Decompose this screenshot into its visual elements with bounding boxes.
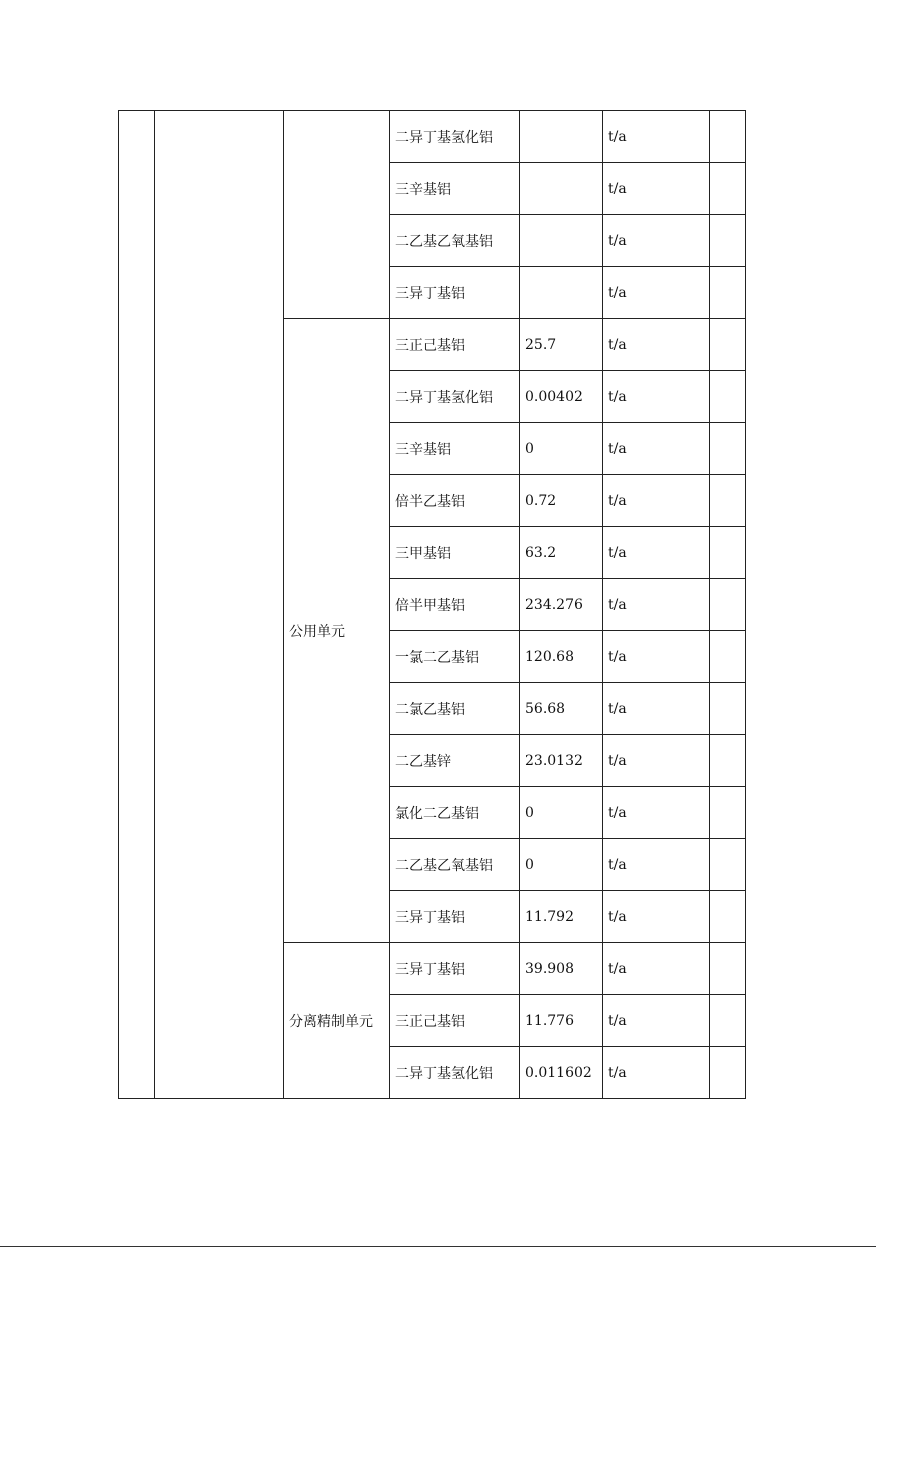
unit-of-measure-cell: t/a <box>603 527 710 579</box>
blank-col-2 <box>155 111 284 1099</box>
remarks-cell <box>710 527 746 579</box>
remarks-cell <box>710 735 746 787</box>
quantity-cell: 56.68 <box>520 683 603 735</box>
unit-of-measure-cell: t/a <box>603 1047 710 1099</box>
remarks-cell <box>710 943 746 995</box>
remarks-cell <box>710 163 746 215</box>
unit-of-measure-cell: t/a <box>603 371 710 423</box>
quantity-cell: 63.2 <box>520 527 603 579</box>
substance-name-cell: 氯化二乙基铝 <box>390 787 520 839</box>
remarks-cell <box>710 787 746 839</box>
quantity-cell: 25.7 <box>520 319 603 371</box>
unit-of-measure-cell: t/a <box>603 943 710 995</box>
table-row <box>119 111 746 163</box>
substance-name-cell: 二乙基锌 <box>390 735 520 787</box>
substance-name-cell: 倍半乙基铝 <box>390 475 520 527</box>
emissions-table <box>118 110 746 1099</box>
remarks-cell <box>710 267 746 319</box>
blank-col-1 <box>119 111 155 1099</box>
unit-of-measure-cell: t/a <box>603 787 710 839</box>
unit-of-measure-cell: t/a <box>603 891 710 943</box>
substance-name-cell: 二异丁基氢化铝 <box>390 111 520 163</box>
unit-of-measure-cell: t/a <box>603 839 710 891</box>
remarks-cell <box>710 423 746 475</box>
quantity-cell: 39.908 <box>520 943 603 995</box>
page-bottom-rule <box>0 1246 876 1247</box>
quantity-cell <box>520 267 603 319</box>
substance-name-cell: 二异丁基氢化铝 <box>390 1047 520 1099</box>
substance-name-cell: 三辛基铝 <box>390 423 520 475</box>
quantity-cell: 0 <box>520 787 603 839</box>
table-body <box>119 111 746 1099</box>
unit-of-measure-cell: t/a <box>603 423 710 475</box>
remarks-cell <box>710 1047 746 1099</box>
unit-of-measure-cell: t/a <box>603 631 710 683</box>
unit-cell: 公用单元 <box>284 319 390 943</box>
unit-of-measure-cell: t/a <box>603 215 710 267</box>
substance-name-cell: 三异丁基铝 <box>390 891 520 943</box>
substance-name-cell: 二异丁基氢化铝 <box>390 371 520 423</box>
quantity-cell <box>520 111 603 163</box>
unit-of-measure-cell: t/a <box>603 995 710 1047</box>
unit-of-measure-cell: t/a <box>603 735 710 787</box>
unit-of-measure-cell: t/a <box>603 319 710 371</box>
unit-of-measure-cell: t/a <box>603 475 710 527</box>
substance-name-cell: 一氯二乙基铝 <box>390 631 520 683</box>
quantity-cell <box>520 215 603 267</box>
quantity-cell: 11.792 <box>520 891 603 943</box>
substance-name-cell: 三异丁基铝 <box>390 943 520 995</box>
substance-name-cell: 二乙基乙氧基铝 <box>390 215 520 267</box>
quantity-cell: 0 <box>520 839 603 891</box>
unit-cell: 分离精制单元 <box>284 943 390 1099</box>
unit-of-measure-cell: t/a <box>603 579 710 631</box>
unit-of-measure-cell: t/a <box>603 163 710 215</box>
quantity-cell <box>520 163 603 215</box>
substance-name-cell: 三正己基铝 <box>390 319 520 371</box>
substance-name-cell: 三甲基铝 <box>390 527 520 579</box>
substance-name-cell: 三正己基铝 <box>390 995 520 1047</box>
remarks-cell <box>710 475 746 527</box>
unit-of-measure-cell: t/a <box>603 683 710 735</box>
quantity-cell: 120.68 <box>520 631 603 683</box>
substance-name-cell: 三异丁基铝 <box>390 267 520 319</box>
quantity-cell: 0.72 <box>520 475 603 527</box>
remarks-cell <box>710 995 746 1047</box>
substance-name-cell: 三辛基铝 <box>390 163 520 215</box>
substance-name-cell: 二乙基乙氧基铝 <box>390 839 520 891</box>
remarks-cell <box>710 579 746 631</box>
unit-of-measure-cell: t/a <box>603 111 710 163</box>
quantity-cell: 234.276 <box>520 579 603 631</box>
quantity-cell: 23.0132 <box>520 735 603 787</box>
remarks-cell <box>710 631 746 683</box>
remarks-cell <box>710 319 746 371</box>
substance-name-cell: 倍半甲基铝 <box>390 579 520 631</box>
remarks-cell <box>710 111 746 163</box>
remarks-cell <box>710 215 746 267</box>
substance-name-cell: 二氯乙基铝 <box>390 683 520 735</box>
remarks-cell <box>710 371 746 423</box>
quantity-cell: 0 <box>520 423 603 475</box>
remarks-cell <box>710 839 746 891</box>
quantity-cell: 0.011602 <box>520 1047 603 1099</box>
quantity-cell: 11.776 <box>520 995 603 1047</box>
unit-of-measure-cell: t/a <box>603 267 710 319</box>
remarks-cell <box>710 683 746 735</box>
quantity-cell: 0.00402 <box>520 371 603 423</box>
remarks-cell <box>710 891 746 943</box>
unit-cell <box>284 111 390 319</box>
